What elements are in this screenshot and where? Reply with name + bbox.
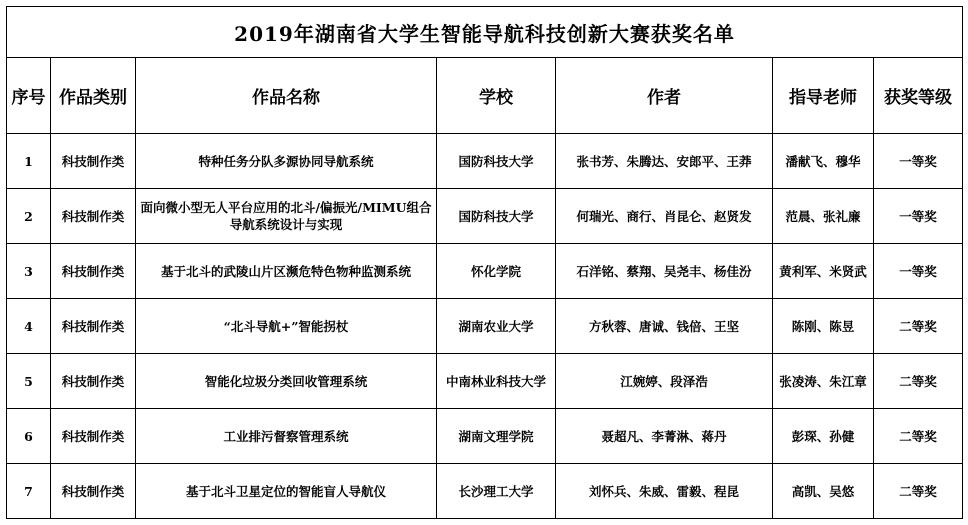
table-row: [7, 409, 963, 464]
row-advisors: 陈刚、陈昱: [773, 299, 874, 354]
row-school: 长沙理工大学: [437, 464, 556, 519]
header-authors: 作者: [556, 58, 773, 134]
table-row: [7, 464, 963, 519]
row-authors: 张书芳、朱腾达、安郎平、王莽: [556, 134, 773, 189]
row-work-name: 智能化垃圾分类回收管理系统: [136, 354, 437, 409]
row-authors: 江婉婷、段泽浩: [556, 354, 773, 409]
row-authors: 石洋铭、蔡翔、吴尧丰、杨佳汾: [556, 244, 773, 299]
header-advisors: 指导老师: [773, 58, 874, 134]
table-row: [7, 354, 963, 409]
row-number: 2: [7, 189, 51, 244]
table-title: 2019年湖南省大学生智能导航科技创新大赛获奖名单: [7, 7, 963, 58]
row-award: 一等奖: [874, 244, 963, 299]
row-work-name: “北斗导航+”智能拐杖: [136, 299, 437, 354]
header-number: 序号: [7, 58, 51, 134]
row-school: 湖南农业大学: [437, 299, 556, 354]
row-category: 科技制作类: [51, 134, 136, 189]
table-row: [7, 134, 963, 189]
header-work-name: 作品名称: [136, 58, 437, 134]
award-table: [6, 6, 963, 519]
row-award: 一等奖: [874, 134, 963, 189]
row-advisors: 黄利军、米贤武: [773, 244, 874, 299]
row-number: 7: [7, 464, 51, 519]
row-category: 科技制作类: [51, 244, 136, 299]
row-advisors: 彭琛、孙健: [773, 409, 874, 464]
row-award: 一等奖: [874, 189, 963, 244]
row-school: 国防科技大学: [437, 189, 556, 244]
row-work-name: 基于北斗的武陵山片区濒危特色物种监测系统: [136, 244, 437, 299]
row-work-name: 面向微小型无人平台应用的北斗/偏振光/MIMU组合导航系统设计与实现: [136, 189, 437, 244]
row-category: 科技制作类: [51, 189, 136, 244]
row-school: 湖南文理学院: [437, 409, 556, 464]
row-number: 6: [7, 409, 51, 464]
table-row: [7, 299, 963, 354]
row-advisors: 高凯、吴悠: [773, 464, 874, 519]
row-school: 国防科技大学: [437, 134, 556, 189]
row-award: 二等奖: [874, 409, 963, 464]
row-number: 5: [7, 354, 51, 409]
row-category: 科技制作类: [51, 299, 136, 354]
row-category: 科技制作类: [51, 354, 136, 409]
row-number: 3: [7, 244, 51, 299]
award-list-sheet: [6, 6, 962, 519]
row-category: 科技制作类: [51, 409, 136, 464]
row-advisors: 张凌涛、朱江章: [773, 354, 874, 409]
row-authors: 刘怀兵、朱威、雷毅、程昆: [556, 464, 773, 519]
row-school: 中南林业科技大学: [437, 354, 556, 409]
row-authors: 何瑞光、商行、肖昆仑、赵贤发: [556, 189, 773, 244]
header-award: 获奖等级: [874, 58, 963, 134]
header-category: 作品类别: [51, 58, 136, 134]
table-row: [7, 189, 963, 244]
row-number: 1: [7, 134, 51, 189]
row-number: 4: [7, 299, 51, 354]
row-authors: 聂超凡、李菁淋、蒋丹: [556, 409, 773, 464]
row-work-name: 基于北斗卫星定位的智能盲人导航仪: [136, 464, 437, 519]
row-advisors: 潘献飞、穆华: [773, 134, 874, 189]
header-row: [7, 58, 963, 134]
table-row: [7, 244, 963, 299]
row-advisors: 范晨、张礼廉: [773, 189, 874, 244]
header-school: 学校: [437, 58, 556, 134]
row-work-name: 特种任务分队多源协同导航系统: [136, 134, 437, 189]
row-award: 二等奖: [874, 299, 963, 354]
row-work-name: 工业排污督察管理系统: [136, 409, 437, 464]
row-school: 怀化学院: [437, 244, 556, 299]
row-category: 科技制作类: [51, 464, 136, 519]
row-authors: 方秋蓉、唐诚、钱倍、王坚: [556, 299, 773, 354]
row-award: 二等奖: [874, 464, 963, 519]
row-award: 二等奖: [874, 354, 963, 409]
